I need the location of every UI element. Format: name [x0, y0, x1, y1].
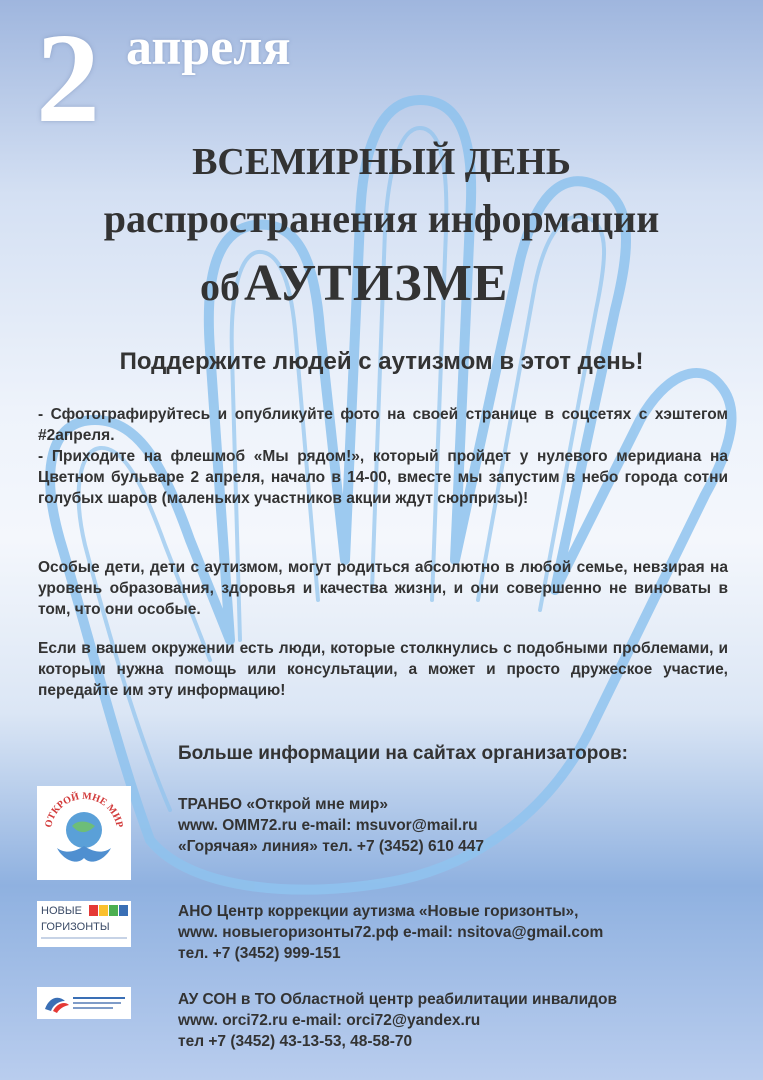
org1-name: ТРАНБО «Открой мне мир» [178, 796, 388, 813]
logo2-color-blocks [89, 905, 128, 916]
org-block-orci [178, 989, 738, 1052]
logo2-divider [41, 937, 127, 939]
logo2-text-1: НОВЫЕ [41, 905, 82, 917]
globe-hands-icon [37, 786, 131, 880]
org3-phone: тел +7 (3452) 43-13-53, 48-58-70 [178, 1033, 413, 1050]
org3-contacts: www. orci72.ru e-mail: orci72@yandex.ru [178, 1012, 481, 1029]
logo-orci [37, 987, 131, 1019]
org1-contacts: www. OMM72.ru e-mail: msuvor@mail.ru [178, 817, 478, 834]
logo-otkroy-mne-mir [37, 786, 131, 880]
logo-novye-gorizonty [37, 901, 131, 947]
paragraph-photo: - Сфотографируйтесь и опубликуйте фото на своей странице в соцсетях с хэштегом #2апреля. [38, 406, 728, 444]
org-block-otkroy-mne-mir [178, 794, 738, 857]
org2-name: АНО Центр коррекции аутизма «Новые горизонты», [178, 903, 579, 920]
logo1-text: ОТКРОЙ МНЕ МИР [43, 790, 125, 829]
title-line-1: ВСЕМИРНЫЙ ДЕНЬ [192, 141, 571, 183]
date-day: 2 [36, 7, 100, 149]
paragraph-special-children: Особые дети, дети с аутизмом, могут родиться абсолютно в любой семье, невзирая на уровень образования, здоровья и качества жизни, и они совершенно не виноваты в том, что они особые. [38, 559, 728, 618]
org2-phone: тел. +7 (3452) 999-151 [178, 945, 341, 962]
org3-name: АУ СОН в ТО Областной центр реабилитации инвалидов [178, 991, 617, 1008]
org2-contacts: www. новыегоризонты72.рф e-mail: nsitova@gmail.com [178, 924, 604, 941]
title-line-2: распространения информации [103, 196, 660, 241]
title-line-3 [200, 254, 509, 313]
orci-emblem-icon [37, 987, 131, 1019]
title-prefix: об [200, 264, 240, 309]
subtitle: Поддержите людей с аутизмом в этот день! [119, 348, 644, 375]
title-main-word: АУТИЗМЕ [244, 255, 509, 312]
org-block-novye-gorizonty [178, 901, 738, 964]
paragraph-share-info: Если в вашем окружении есть люди, которые столкнулись с подобными проблемами, и которым нужна помощь или консультации, а может и просто дружеское участие, передайте им эту информацию! [38, 640, 728, 699]
more-info-heading: Больше информации на сайтах организаторов: [178, 743, 628, 764]
date-month: апреля [126, 19, 291, 76]
org1-hotline: «Горячая» линия» тел. +7 (3452) 610 447 [178, 838, 485, 855]
logo2-text-2: ГОРИЗОНТЫ [41, 921, 110, 933]
paragraph-flashmob: - Приходите на флешмоб «Мы рядом!», который пройдет у нулевого меридиана на Цветном бульваре 2 апреля, начало в 14-00, вместе мы запустим в небо города сотни голубых шаров (маленьких участников акции ждут сюрпризы)! [38, 448, 728, 507]
